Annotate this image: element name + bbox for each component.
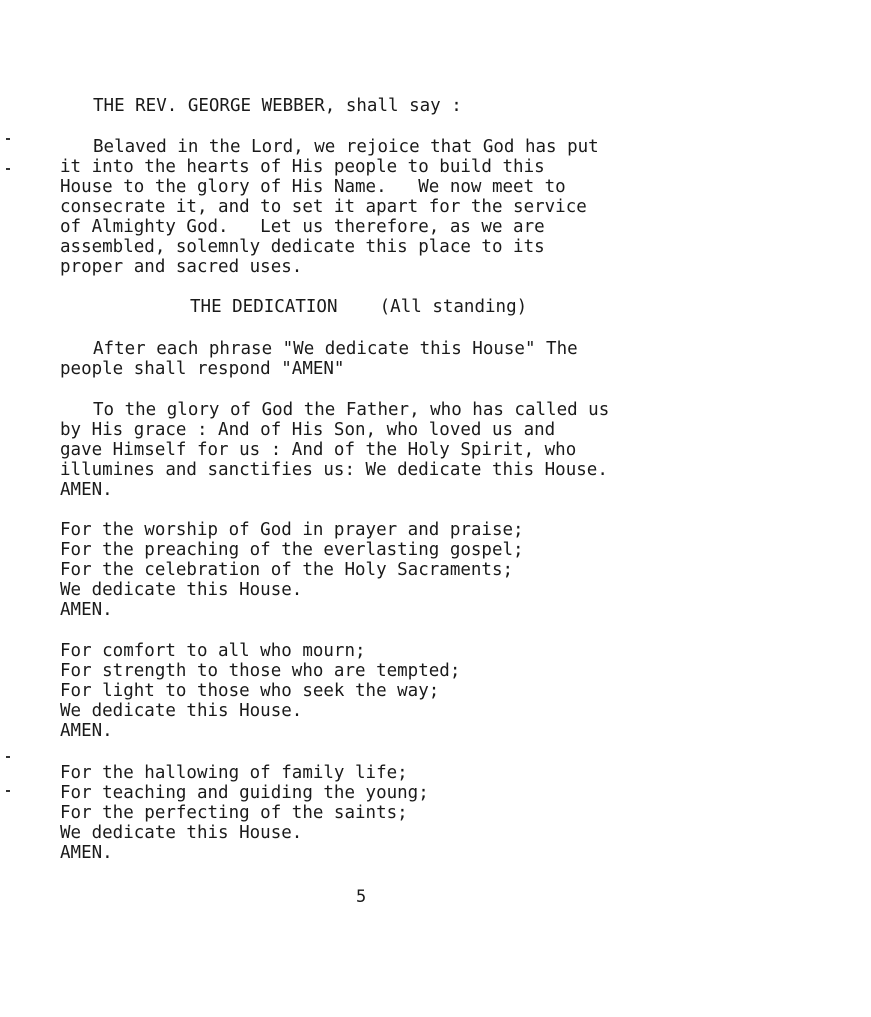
stanza-line: by His grace : And of His Son, who loved us and [60, 420, 556, 440]
intro-line: it into the hearts of His people to build this [60, 157, 545, 177]
stanza-line: For strength to those who are tempted; [60, 661, 461, 681]
stanza-line: gave Himself for us : And of the Holy Spirit, who [60, 440, 577, 460]
instruction-line: people shall respond "AMEN" [60, 359, 345, 379]
stanza-line: We dedicate this House. [60, 823, 303, 843]
amen-response: AMEN. [60, 600, 113, 620]
margin-mark [6, 138, 10, 140]
amen-response: AMEN. [60, 721, 113, 741]
stanza-line: For light to those who seek the way; [60, 681, 440, 701]
speaker-heading: THE REV. GEORGE WEBBER, shall say : [93, 96, 462, 116]
amen-response: AMEN. [60, 843, 113, 863]
stanza-line: For the celebration of the Holy Sacraments; [60, 560, 514, 580]
stanza-line: For the worship of God in prayer and praise; [60, 520, 524, 540]
section-title: THE DEDICATION (All standing) [190, 297, 528, 317]
stanza-line: For the preaching of the everlasting gospel; [60, 540, 524, 560]
page-number: 5 [356, 887, 367, 907]
intro-line: of Almighty God. Let us therefore, as we are [60, 217, 545, 237]
margin-mark [6, 790, 10, 792]
stanza-line: To the glory of God the Father, who has called us [93, 400, 610, 420]
intro-line: assembled, solemnly dedicate this place to its [60, 237, 545, 257]
stanza-line: For teaching and guiding the young; [60, 783, 429, 803]
intro-line: House to the glory of His Name. We now meet to [60, 177, 566, 197]
amen-response: AMEN. [60, 480, 113, 500]
instruction-line: After each phrase "We dedicate this House" The [93, 339, 578, 359]
stanza-line: illumines and sanctifies us: We dedicate this House. [60, 460, 608, 480]
stanza-line: For the hallowing of family life; [60, 763, 408, 783]
stanza-line: We dedicate this House. [60, 701, 303, 721]
intro-line: proper and sacred uses. [60, 257, 303, 277]
stanza-line: For the perfecting of the saints; [60, 803, 408, 823]
margin-mark [6, 168, 10, 170]
stanza-line: We dedicate this House. [60, 580, 303, 600]
intro-line: consecrate it, and to set it apart for the service [60, 197, 587, 217]
margin-mark [6, 756, 10, 758]
stanza-line: For comfort to all who mourn; [60, 641, 366, 661]
intro-line: Belaved in the Lord, we rejoice that God has put [93, 137, 599, 157]
